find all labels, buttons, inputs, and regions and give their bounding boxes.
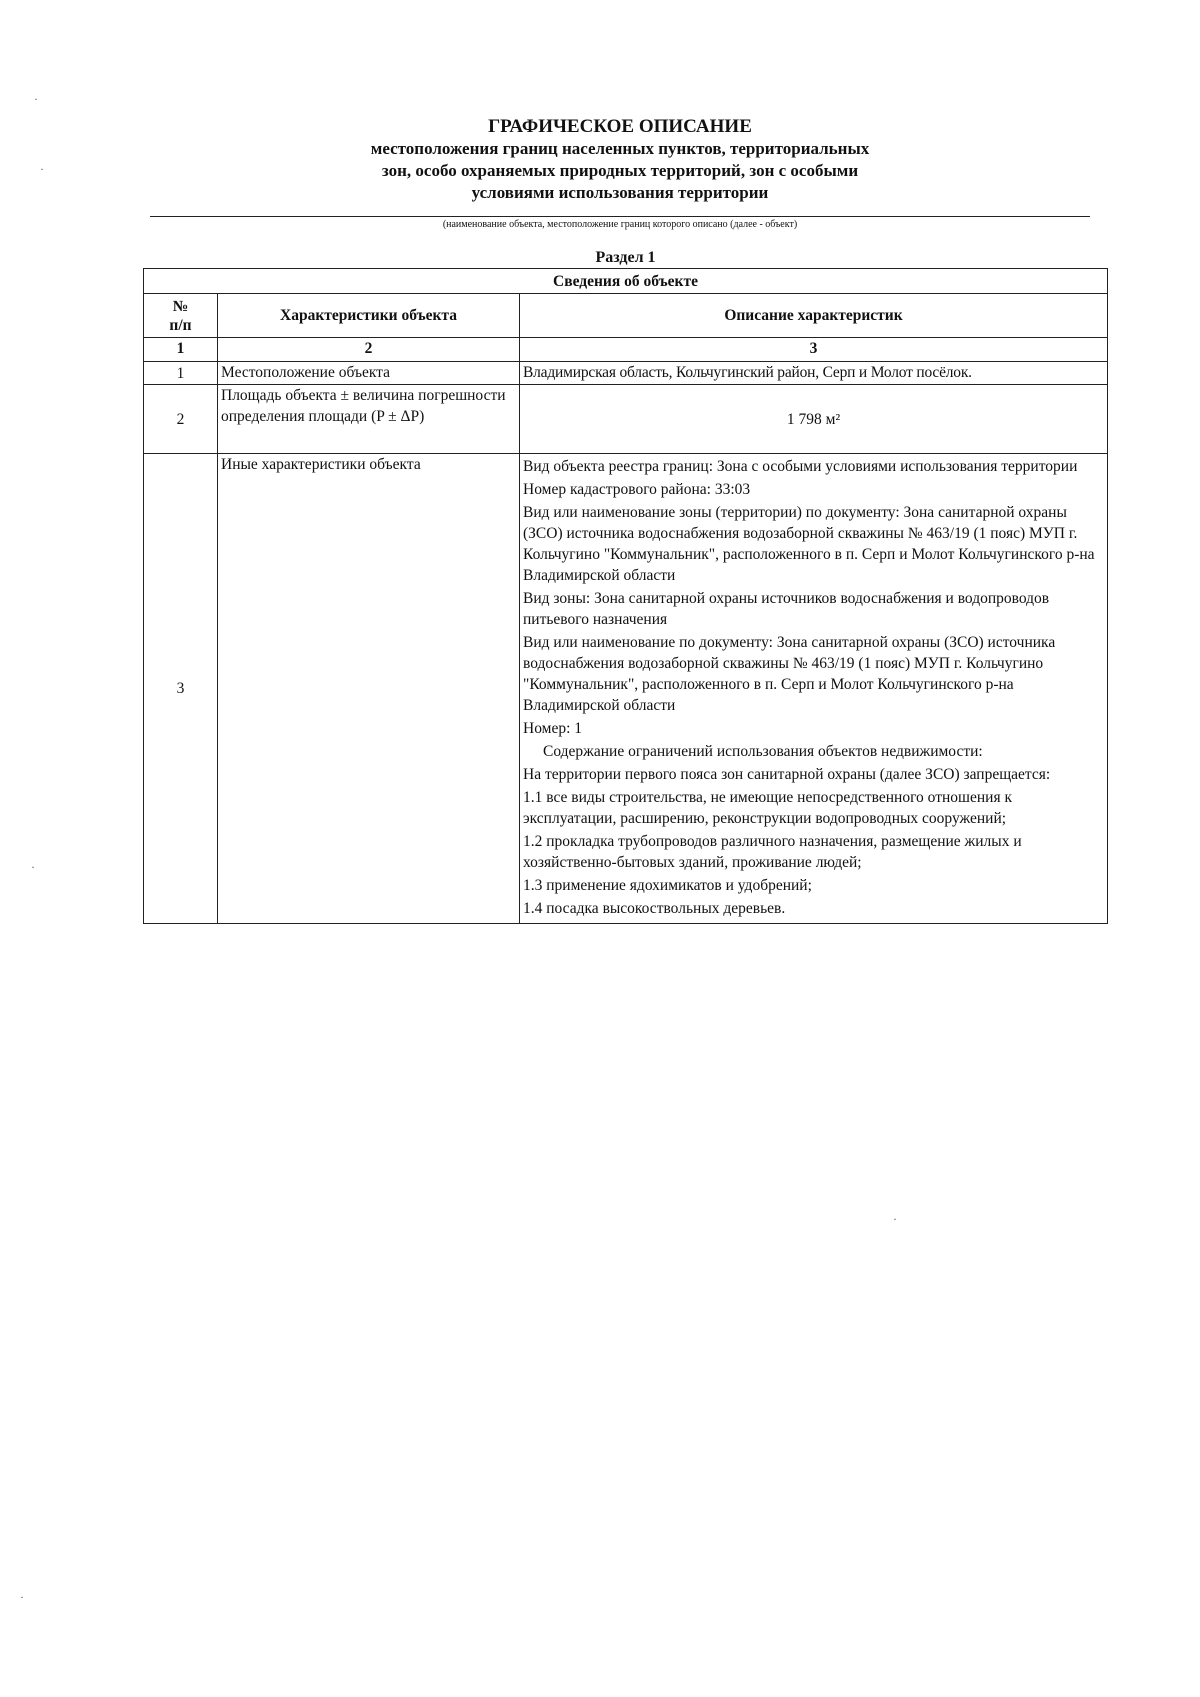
row-characteristic: Иные характеристики объекта xyxy=(218,454,520,924)
column-number: 2 xyxy=(218,338,520,362)
document-title-block xyxy=(150,116,1090,204)
column-number: 1 xyxy=(144,338,218,362)
document-subtitle-line-1: местоположения границ населенных пунктов, территориальных xyxy=(370,139,870,158)
document-subtitle-line-2: зон, особо охраняемых природных территорий, зон с особыми xyxy=(381,161,859,180)
description-paragraph: Номер кадастрового района: 33:03 xyxy=(523,481,751,498)
row-description-list xyxy=(520,454,1108,924)
object-info-table xyxy=(143,268,1108,924)
row-description: 1 798 м² xyxy=(520,385,1108,454)
title-caption-note: (наименование объекта, местоположение границ которого описано (далее - объект) xyxy=(442,219,798,230)
column-number-row xyxy=(144,338,1108,362)
description-paragraph: 1.2 прокладка трубопроводов различного назначения, размещение жилых и хозяйственно-бытовых зданий, проживание людей; xyxy=(523,833,1022,871)
table-row xyxy=(144,454,1108,924)
row-number: 3 xyxy=(144,454,218,924)
description-paragraph: 1.1 все виды строительства, не имеющие непосредственного отношения к эксплуатации, расширению, реконструкции водопроводных сооружений; xyxy=(523,789,1012,827)
scan-speck: · xyxy=(893,1212,897,1226)
document-title: ГРАФИЧЕСКОЕ ОПИСАНИЕ xyxy=(488,116,752,137)
title-underline xyxy=(150,216,1090,217)
scan-speck: · xyxy=(31,860,35,874)
row-description: Владимирская область, Кольчугинский район, Серп и Молот посёлок. xyxy=(520,362,1108,385)
table-row xyxy=(144,362,1108,385)
description-paragraph: Вид или наименование по документу: Зона санитарной охраны (ЗСО) источника водоснабжения водозаборной скважины № 463/19 (1 пояс) МУП г. Кольчугино "Коммунальник", расположенного в п. Серп и Молот Кольчугинского р-на Владимирской области xyxy=(523,634,1056,714)
description-paragraph: Вид объекта реестра границ: Зона с особыми условиями использования территории xyxy=(523,458,1078,475)
row-number: 1 xyxy=(144,362,218,385)
column-header-characteristic: Характеристики объекта xyxy=(218,294,520,338)
scan-speck: · xyxy=(20,1590,24,1604)
scan-speck: · xyxy=(40,162,44,176)
description-paragraph: Вид зоны: Зона санитарной охраны источников водоснабжения и водопроводов питьевого назначения xyxy=(523,590,1050,628)
scan-speck: · xyxy=(34,92,38,106)
row-characteristic: Площадь объекта ± величина погрешности определения площади (P ± ΔP) xyxy=(218,385,520,454)
document-subtitle-line-3: условиями использования территории xyxy=(471,183,769,202)
description-paragraph: Содержание ограничений использования объектов недвижимости: xyxy=(543,743,983,760)
row-characteristic: Местоположение объекта xyxy=(218,362,520,385)
column-number: 3 xyxy=(520,338,1108,362)
row-number: 2 xyxy=(144,385,218,454)
description-paragraph: На территории первого пояса зон санитарной охраны (далее ЗСО) запрещается: xyxy=(523,766,1051,783)
description-paragraph: Номер: 1 xyxy=(523,720,583,737)
table-caption: Сведения об объекте xyxy=(144,269,1108,294)
description-paragraph: 1.3 применение ядохимикатов и удобрений; xyxy=(523,877,812,894)
column-header-number: № п/п xyxy=(144,294,218,338)
description-paragraph: 1.4 посадка высокоствольных деревьев. xyxy=(523,900,786,917)
description-paragraph: Вид или наименование зоны (территории) по документу: Зона санитарной охраны (ЗСО) источника водоснабжения водозаборной скважины № 463/19 (1 пояс) МУП г. Кольчугино "Коммунальник", расположенного в п. Серп и Молот Кольчугинского р-на Владимирской области xyxy=(523,504,1095,584)
column-header-description: Описание характеристик xyxy=(520,294,1108,338)
section-label: Раздел 1 xyxy=(595,249,656,266)
table-row xyxy=(144,385,1108,454)
